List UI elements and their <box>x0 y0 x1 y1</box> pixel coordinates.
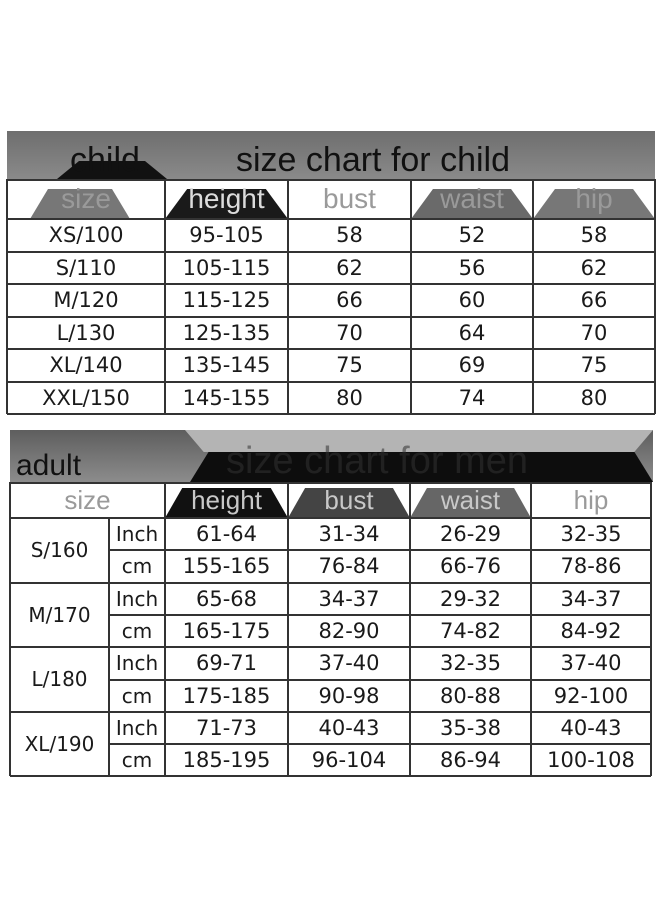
child-value-cell: 66 <box>336 288 363 313</box>
child-value-cell: 105-115 <box>182 255 271 280</box>
child-size-cell: XS/100 <box>48 223 124 248</box>
child-row-divider <box>7 381 655 383</box>
child-size-cell: L/130 <box>56 320 116 345</box>
adult-col-divider <box>9 482 11 776</box>
child-col-divider <box>164 179 166 414</box>
child-header-bust: bust <box>323 183 376 214</box>
adult-value-cell: 26-29 <box>439 522 502 547</box>
child-header-size: size <box>61 183 111 214</box>
child-label: child <box>70 141 140 179</box>
adult-size-cell: L/180 <box>31 667 88 692</box>
adult-unit-cell: Inch <box>115 715 159 740</box>
child-size-cell: XL/140 <box>49 353 123 378</box>
child-value-cell: 125-135 <box>182 320 271 345</box>
adult-unit-cell: cm <box>121 554 153 579</box>
adult-header-bust: bust <box>324 484 374 515</box>
child-row-divider <box>7 218 655 220</box>
adult-value-cell: 37-40 <box>318 651 380 676</box>
adult-size-cell: XL/190 <box>24 732 95 757</box>
child-value-cell: 95-105 <box>189 223 264 248</box>
adult-value-cell: 80-88 <box>439 683 502 708</box>
adult-unit-cell: cm <box>121 683 153 708</box>
child-value-cell: 62 <box>580 255 608 280</box>
adult-value-cell: 82-90 <box>318 619 380 644</box>
adult-value-cell: 165-175 <box>182 619 271 644</box>
child-row-divider <box>7 316 655 318</box>
adult-value-cell: 40-43 <box>318 715 380 740</box>
child-value-cell: 60 <box>458 288 486 313</box>
adult-value-cell: 32-35 <box>560 522 622 547</box>
child-value-cell: 58 <box>336 223 363 248</box>
adult-header-height: height <box>191 484 262 515</box>
adult-col-divider <box>530 482 532 776</box>
adult-value-cell: 34-37 <box>318 586 380 611</box>
adult-col-divider <box>287 482 289 776</box>
child-chart-title: size chart for child <box>236 141 510 179</box>
adult-value-cell: 66-76 <box>439 554 502 579</box>
child-row-divider <box>7 283 655 285</box>
adult-unit-cell: Inch <box>115 651 159 676</box>
child-size-cell: XXL/150 <box>42 385 130 410</box>
child-header-height: height <box>188 183 265 214</box>
adult-value-cell: 32-35 <box>439 651 502 676</box>
adult-size-cell: M/170 <box>28 602 91 627</box>
child-size-cell: M/120 <box>53 288 119 313</box>
adult-col-divider <box>108 518 110 776</box>
adult-value-cell: 92-100 <box>553 683 629 708</box>
adult-table-top-border <box>10 482 651 484</box>
child-value-cell: 80 <box>580 385 608 410</box>
adult-header-waist: waist <box>440 484 501 515</box>
child-value-cell: 69 <box>458 353 486 378</box>
adult-value-cell: 65-68 <box>195 586 258 611</box>
child-value-cell: 75 <box>580 353 608 378</box>
adult-value-cell: 78-86 <box>560 554 622 579</box>
child-value-cell: 74 <box>458 385 486 410</box>
adult-value-cell: 90-98 <box>318 683 380 708</box>
adult-row-divider <box>109 549 651 551</box>
adult-value-cell: 84-92 <box>560 619 622 644</box>
adult-unit-cell: cm <box>121 619 153 644</box>
adult-value-cell: 35-38 <box>439 715 502 740</box>
child-value-cell: 66 <box>580 288 608 313</box>
adult-row-divider <box>109 614 651 616</box>
child-col-divider <box>532 179 534 414</box>
child-value-cell: 70 <box>336 320 363 345</box>
child-value-cell: 145-155 <box>182 385 271 410</box>
child-value-cell: 62 <box>336 255 363 280</box>
adult-header-divider <box>10 517 651 519</box>
adult-value-cell: 29-32 <box>439 586 502 611</box>
adult-row-divider <box>10 775 651 777</box>
adult-col-divider <box>650 482 652 776</box>
child-col-divider <box>287 179 289 414</box>
adult-value-cell: 40-43 <box>560 715 622 740</box>
adult-row-divider <box>109 743 651 745</box>
adult-header-size: size <box>64 484 111 515</box>
child-header-hip: hip <box>575 183 613 214</box>
adult-value-cell: 185-195 <box>182 748 271 773</box>
adult-label: adult <box>16 449 82 482</box>
adult-size-cell: S/160 <box>30 538 89 563</box>
adult-value-cell: 74-82 <box>439 619 502 644</box>
child-col-divider <box>654 179 656 414</box>
adult-value-cell: 86-94 <box>439 748 502 773</box>
adult-row-divider <box>109 679 651 681</box>
adult-value-cell: 100-108 <box>547 748 635 773</box>
child-value-cell: 80 <box>336 385 363 410</box>
adult-col-divider <box>409 482 411 776</box>
adult-unit-cell: Inch <box>115 586 159 611</box>
child-table-top-border <box>7 179 655 181</box>
child-col-divider <box>410 179 412 414</box>
adult-value-cell: 175-185 <box>182 683 271 708</box>
adult-unit-cell: cm <box>121 748 153 773</box>
adult-value-cell: 69-71 <box>195 651 258 676</box>
adult-value-cell: 37-40 <box>560 651 622 676</box>
adult-value-cell: 61-64 <box>195 522 258 547</box>
adult-row-divider <box>10 582 651 584</box>
child-row-divider <box>7 251 655 253</box>
child-value-cell: 70 <box>580 320 608 345</box>
child-value-cell: 58 <box>580 223 608 248</box>
child-row-divider <box>7 413 655 415</box>
adult-unit-cell: Inch <box>115 522 159 547</box>
child-col-divider <box>6 179 8 414</box>
adult-value-cell: 31-34 <box>318 522 380 547</box>
adult-row-divider <box>10 711 651 713</box>
adult-header-hip: hip <box>573 484 609 515</box>
child-value-cell: 52 <box>458 223 486 248</box>
child-size-cell: S/110 <box>55 255 117 280</box>
adult-value-cell: 34-37 <box>560 586 622 611</box>
child-row-divider <box>7 348 655 350</box>
adult-row-divider <box>10 646 651 648</box>
child-value-cell: 75 <box>336 353 363 378</box>
child-header-waist: waist <box>440 183 504 214</box>
child-value-cell: 115-125 <box>182 288 271 313</box>
adult-chart-title: size chart for men <box>226 440 528 482</box>
adult-value-cell: 96-104 <box>311 748 387 773</box>
child-value-cell: 56 <box>458 255 486 280</box>
child-value-cell: 135-145 <box>182 353 271 378</box>
adult-value-cell: 71-73 <box>195 715 258 740</box>
adult-col-divider <box>164 482 166 776</box>
adult-value-cell: 76-84 <box>318 554 380 579</box>
child-value-cell: 64 <box>458 320 486 345</box>
adult-value-cell: 155-165 <box>182 554 271 579</box>
